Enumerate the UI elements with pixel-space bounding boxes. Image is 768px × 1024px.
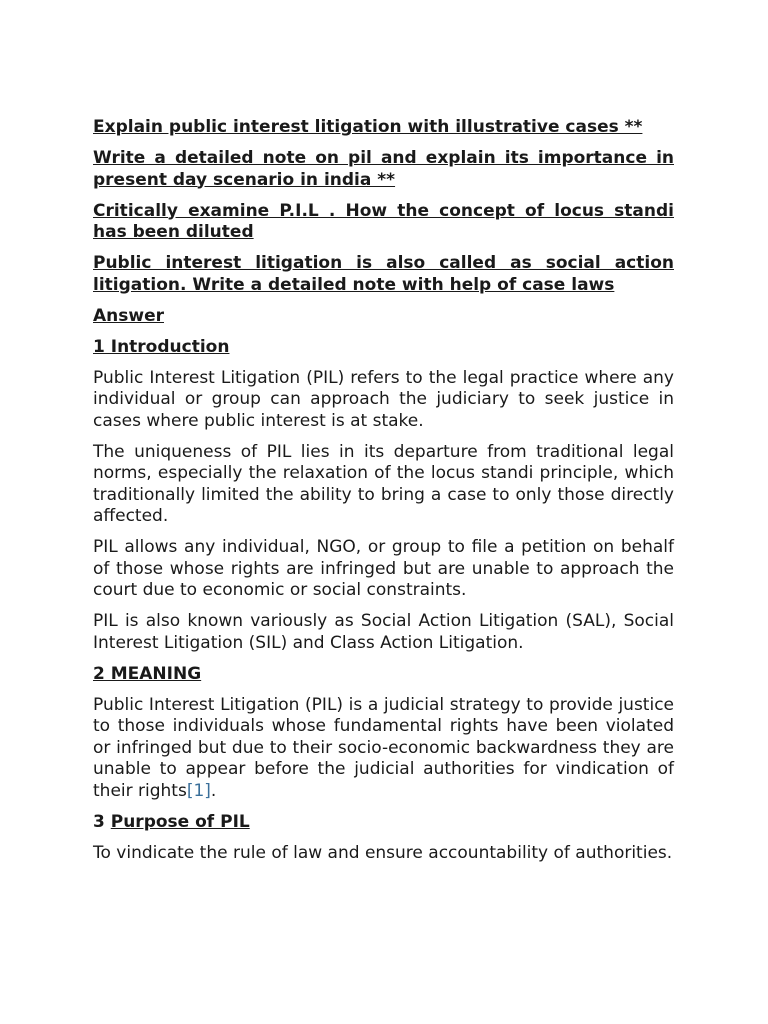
meaning-text: Public Interest Litigation (PIL) is a judicial strategy to provide justice to those individuals whose fundamental rights have been violated or infringed but due to their socio-economic backwardness they are unable to appear before the judicial authorities for vindication of their rights (93, 694, 674, 801)
intro-paragraph-2: The uniqueness of PIL lies in its departure from traditional legal norms, especially the relaxation of the locus standi principle, which traditionally limited the ability to bring a case to only those directly affected. (93, 441, 674, 526)
section-1-heading (93, 337, 674, 359)
answer-label: Answer (93, 305, 164, 326)
question-4: Public interest litigation is also called as social action litigation. Write a detailed note with help of case laws (93, 253, 674, 295)
meaning-paragraph (93, 695, 674, 803)
section-3-heading (93, 812, 674, 834)
answer-heading (93, 306, 674, 328)
section-1-title: 1 Introduction (93, 336, 230, 357)
section-3-number: 3 (93, 811, 111, 832)
section-2-title: 2 MEANING (93, 663, 202, 684)
question-3: Critically examine P.I.L . How the concept of locus standi has been diluted (93, 200, 674, 242)
footnote-link[interactable]: [1] (186, 780, 211, 801)
meaning-end: . (210, 780, 217, 801)
section-2-heading (93, 664, 674, 686)
document-page (93, 117, 674, 874)
purpose-paragraph: To vindicate the rule of law and ensure accountability of authorities. (93, 842, 673, 863)
intro-paragraph-1: Public Interest Litigation (PIL) refers to the legal practice where any individual or group can approach the judiciary to seek justice in cases where public interest is at stake. (93, 367, 674, 431)
question-2: Write a detailed note on pil and explain its importance in present day scenario in india ** (93, 148, 674, 190)
intro-paragraph-3: PIL allows any individual, NGO, or group to file a petition on behalf of those whose rights are infringed but are unable to approach the court due to economic or social constraints. (93, 537, 674, 600)
section-3-title: Purpose of PIL (110, 811, 250, 832)
intro-paragraph-4: PIL is also known variously as Social Action Litigation (SAL), Social Interest Litigation (SIL) and Class Action Litigation. (93, 611, 674, 653)
question-1: Explain public interest litigation with illustrative cases ** (93, 117, 643, 137)
